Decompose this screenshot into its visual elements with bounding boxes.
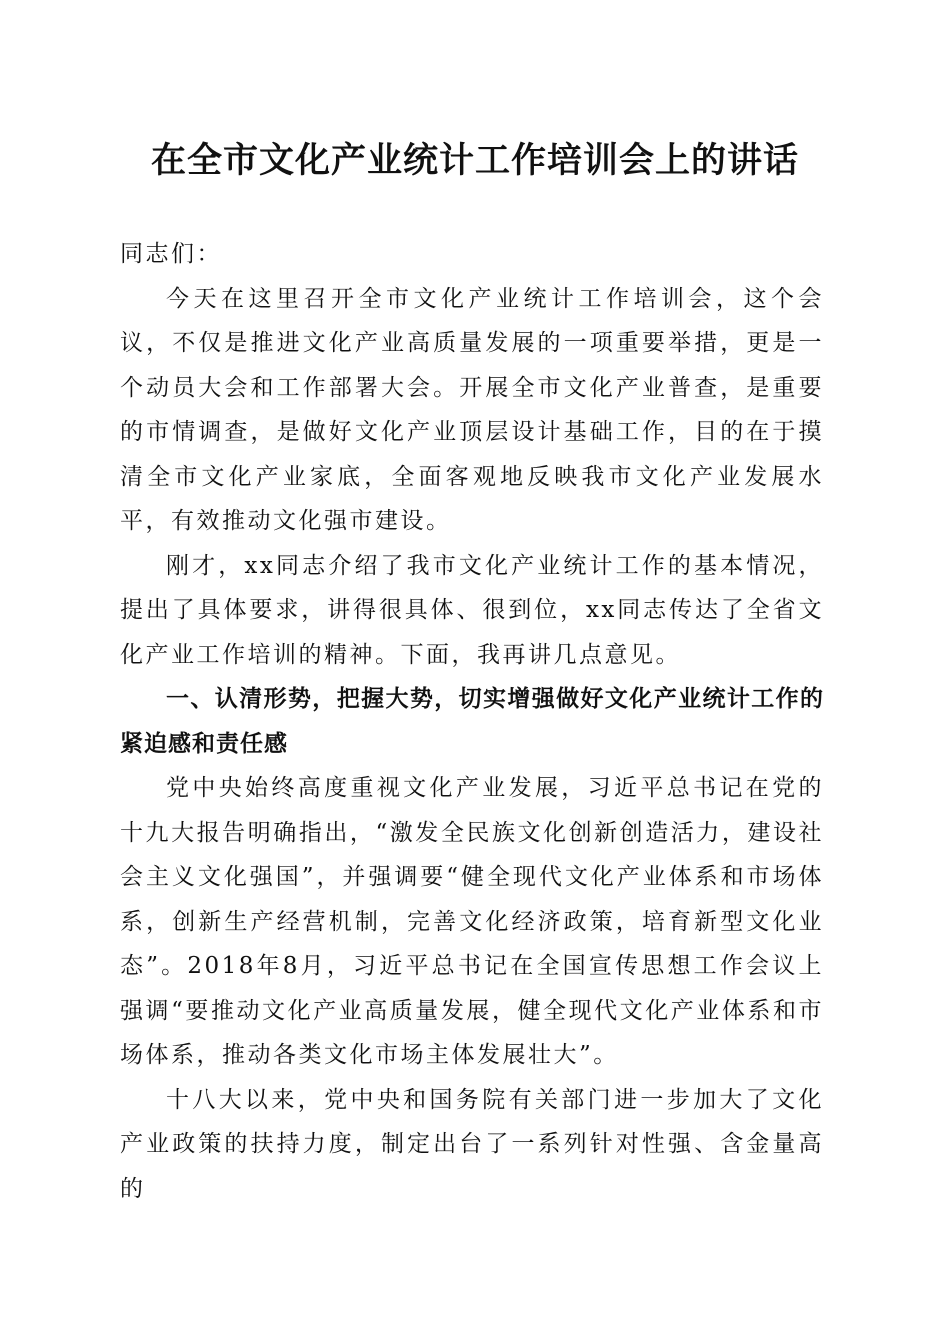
section-heading-1: 一、认清形势，把握大势，切实增强做好文化产业统计工作的紧迫感和责任感	[120, 686, 824, 757]
salutation: 同志们：	[120, 241, 222, 267]
paragraph-policy: 十八大以来，党中央和国务院有关部门进一步加大了文化产业政策的扶持力度，制定出台了一系列针对性强、含金量高的	[120, 1086, 824, 1202]
paragraph-central-committee: 党中央始终高度重视文化产业发展，习近平总书记在党的十九大报告明确指出，“激发全民族文化创新创造活力，建设社会主义文化强国”，并强调要“健全现代文化产业体系和市场体系，创新生产经营机制，完善文化经济政策，培育新型文化业态”。2018年8月，习近平总书记在全国宣传思想工作会议上强调“要推动文化产业高质量发展，健全现代文化产业体系和市场体系，推动各类文化市场主体发展壮大”。	[120, 775, 824, 1068]
paragraph-introduction: 刚才，xx同志介绍了我市文化产业统计工作的基本情况，提出了具体要求，讲得很具体、很到位，xx同志传达了全省文化产业工作培训的精神。下面，我再讲几点意见。	[120, 552, 824, 668]
document-title: 在全市文化产业统计工作培训会上的讲话	[150, 140, 799, 181]
document-body	[120, 232, 824, 1211]
paragraph-opening: 今天在这里召开全市文化产业统计工作培训会，这个会议，不仅是推进文化产业高质量发展的一项重要举措，更是一个动员大会和工作部署大会。开展全市文化产业普查，是重要的市情调查，是做好文化产业顶层设计基础工作，目的在于摸清全市文化产业家底，全面客观地反映我市文化产业发展水平，有效推动文化强市建设。	[120, 285, 824, 534]
